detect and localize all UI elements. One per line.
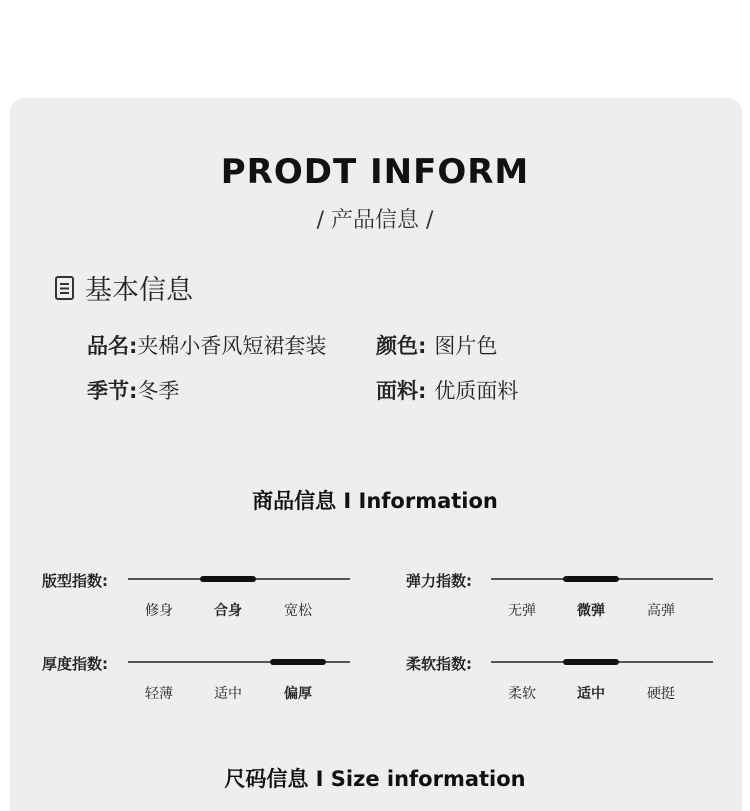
fit-option: 修身 xyxy=(145,603,173,619)
fabric-key: 面料: xyxy=(376,379,427,403)
fit-scale-marker xyxy=(200,576,256,582)
fit-scale-label: 版型指数: xyxy=(42,572,108,590)
season-row xyxy=(87,375,179,405)
softness-option: 柔软 xyxy=(508,686,536,702)
thickness-option: 偏厚 xyxy=(284,686,312,702)
basic-info-heading xyxy=(53,268,193,307)
fit-option: 宽松 xyxy=(284,603,312,619)
fit-option: 合身 xyxy=(214,603,242,619)
product-name-row xyxy=(87,330,326,360)
thickness-scale-marker xyxy=(270,659,326,665)
season-value: 冬季 xyxy=(137,379,180,403)
page-title: PRODT INFORM xyxy=(220,152,530,192)
stretch-option: 高弹 xyxy=(647,603,675,619)
product-name-key: 品名: xyxy=(87,334,138,358)
size-info-heading: 尺码信息 I Size information xyxy=(224,767,526,791)
document-icon xyxy=(53,275,77,301)
season-key: 季节: xyxy=(87,379,138,403)
thickness-option: 适中 xyxy=(214,686,242,702)
softness-scale-marker xyxy=(563,659,619,665)
fabric-row xyxy=(376,375,518,405)
product-info-heading: 商品信息 I Information xyxy=(252,489,498,513)
stretch-option: 无弹 xyxy=(508,603,536,619)
thickness-option: 轻薄 xyxy=(145,686,173,702)
stretch-scale-marker xyxy=(563,576,619,582)
color-key: 颜色: xyxy=(376,334,427,358)
stretch-scale-label: 弹力指数: xyxy=(406,572,472,590)
page-subtitle: / 产品信息 / xyxy=(316,208,434,233)
softness-scale-label: 柔软指数: xyxy=(406,655,472,673)
color-row xyxy=(376,330,497,360)
color-value: 图片色 xyxy=(434,334,498,358)
softness-option: 硬挺 xyxy=(647,686,675,702)
stretch-option: 微弹 xyxy=(577,603,605,619)
thickness-scale-label: 厚度指数: xyxy=(42,655,108,673)
product-name-value: 夹棉小香风短裙套装 xyxy=(137,334,327,358)
fabric-value: 优质面料 xyxy=(434,379,519,403)
softness-option: 适中 xyxy=(577,686,605,702)
basic-info-label: 基本信息 xyxy=(85,275,193,306)
